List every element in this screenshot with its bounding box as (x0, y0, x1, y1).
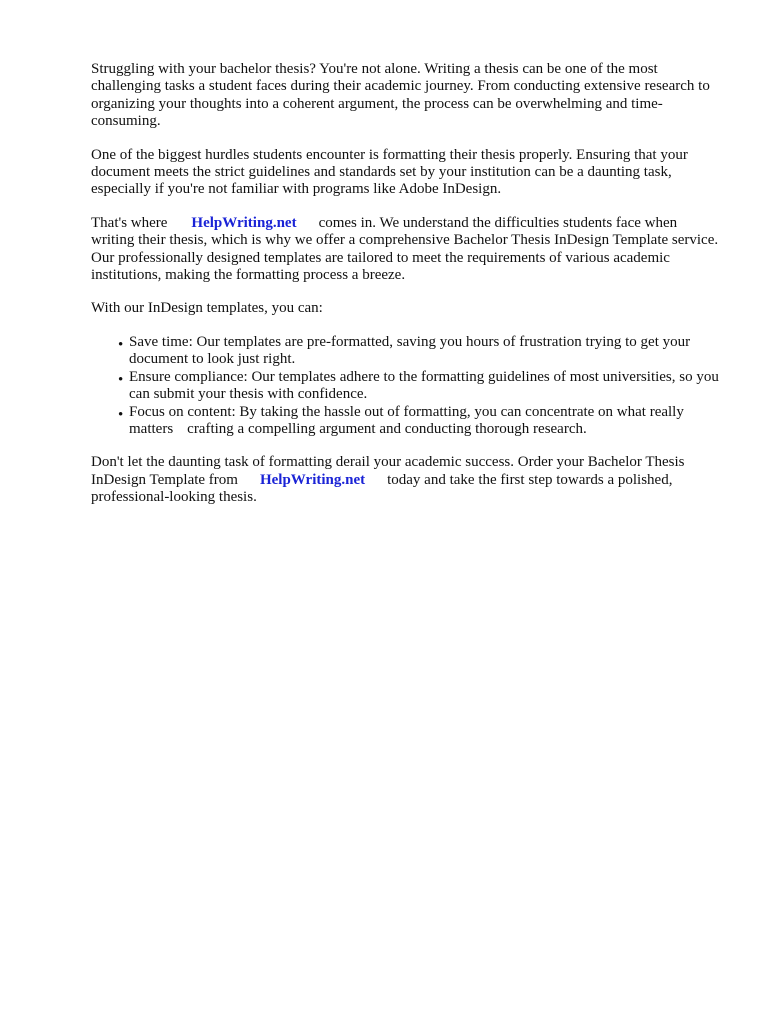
helpwriting-link[interactable]: HelpWriting.net (191, 214, 297, 231)
benefits-list (91, 334, 721, 438)
list-item (118, 369, 721, 404)
closing-text-after: today and take the first step towards a polished, professional-looking thesis. (91, 471, 673, 506)
list-item-text: Save time: Our templates are pre-formatted, saving you hours of frustration trying to get your document to look just right. (129, 333, 691, 368)
benefits-intro: With our InDesign templates, you can: (91, 300, 323, 317)
formatting-paragraph: One of the biggest hurdles students encounter is formatting their thesis properly. Ensuring that your document meets the strict guidelines and standards set by your institution can be a daunting task, especially if you're not familiar with programs like Adobe InDesign. (91, 146, 688, 198)
closing-text-before: Don't let the daunting task of formatting derail your academic success. Order your Bachelor Thesis InDesign Template from (91, 454, 685, 488)
service-paragraph (91, 215, 721, 285)
bullet-icon: • (118, 371, 124, 388)
service-text-after: comes in. We understand the difficulties students face when writing their thesis, which is why we offer a comprehensive Bachelor Thesis InDesign Template service. Our professionally designed templates are tailored to meet the requirements of various academic institutions, making the formatting process a breeze. (91, 214, 719, 284)
list-item-text-before: Focus on content: By taking the hassle out of formatting, you can concentrate on what really matters (129, 403, 684, 437)
list-item-text-after: crafting a compelling argument and conducting thorough research. (187, 420, 587, 437)
document-page (91, 61, 721, 523)
service-text-before: That's where (91, 214, 168, 231)
closing-paragraph (91, 454, 721, 506)
list-item (118, 334, 721, 369)
list-item-text: Ensure compliance: Our templates adhere to the formatting guidelines of most universities, so you can submit your thesis with confidence. (129, 368, 719, 403)
helpwriting-link-closing[interactable]: HelpWriting.net (259, 471, 366, 488)
bullet-icon: • (118, 406, 124, 423)
list-item (118, 404, 721, 439)
bullet-icon: • (118, 336, 124, 353)
intro-paragraph: Struggling with your bachelor thesis? You're not alone. Writing a thesis can be one of the most challenging tasks a student faces during their academic journey. From conducting extensive research to organizing your thoughts into a coherent argument, the process can be overwhelming and time-consuming. (91, 61, 710, 130)
